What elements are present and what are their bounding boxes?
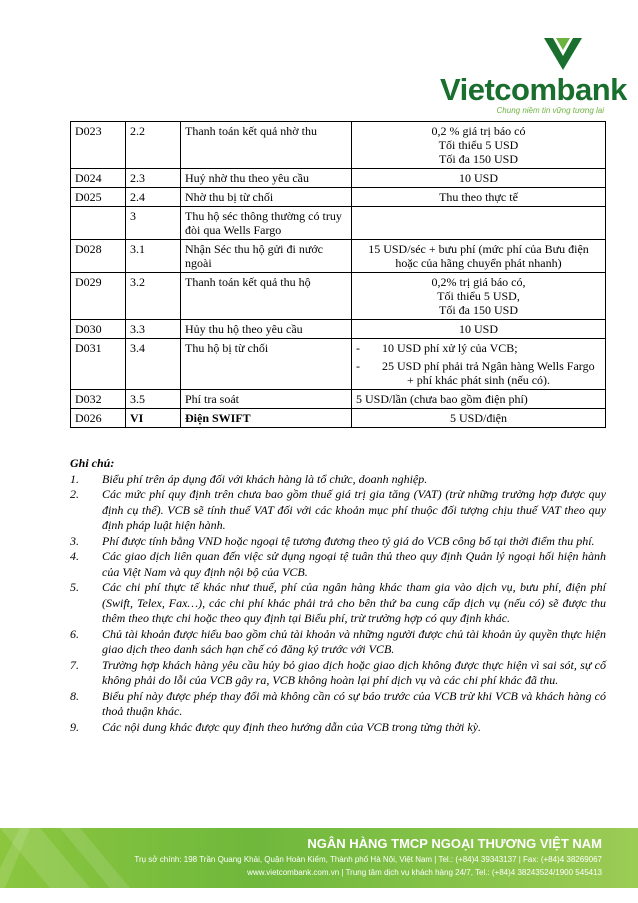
note-item <box>70 534 606 550</box>
fee-table <box>70 121 606 428</box>
fee-line: Thu theo thực tế <box>439 190 518 204</box>
notes-title: Ghi chú: <box>70 456 115 470</box>
note-number: 6. <box>70 626 79 641</box>
fee-line: 5 USD/lần (chưa bao gồm điện phí) <box>356 392 528 406</box>
fee-line: 0,2 % giá trị báo có <box>431 124 526 138</box>
note-item <box>70 689 606 720</box>
fee-amount <box>352 240 606 273</box>
item-number: 2.4 <box>126 188 181 207</box>
note-text: Trường hợp khách hàng yêu cầu hủy bỏ giao dịch hoặc giao dịch không được thực hiện vì sai sót, sự cố không phải do lỗi của VCB gây ra, VCB không hoàn lại phí dịch vụ và các chi phí khác đã thu. <box>102 657 606 687</box>
fee-amount <box>352 188 606 207</box>
note-text: Chủ tài khoản được hiểu bao gồm chủ tài khoản và những người được chủ tài khoản ủy quyền thực hiện giao dịch theo danh sách hạn chế có đăng ký trước với VCB. <box>102 626 606 656</box>
note-text: Các nội dung khác được quy định theo hướng dẫn của VCB trong từng thời kỳ. <box>102 719 482 734</box>
fee-amount <box>352 207 606 240</box>
table-row <box>71 207 606 240</box>
note-text: Biểu phí này được phép thay đổi mà không cần có sự báo trước của VCB trừ khi VCB và khách hàng có thoả thuận khác. <box>102 688 606 718</box>
note-number: 1. <box>70 471 79 486</box>
fee-line: Tối đa 150 USD <box>439 152 518 166</box>
service-name: Thu hộ séc thông thường có truy đòi qua Wells Fargo <box>181 207 352 240</box>
note-text: Phí được tính bằng VND hoặc ngoại tệ tương đương theo tỷ giá do VCB công bố tại thời điểm thu phí. <box>102 533 595 548</box>
note-item <box>70 487 606 534</box>
page-footer <box>0 828 638 888</box>
fee-amount <box>352 273 606 320</box>
fee-code: D026 <box>71 409 126 428</box>
service-name: Điện SWIFT <box>181 409 352 428</box>
item-number: 3.5 <box>126 390 181 409</box>
service-name: Phí tra soát <box>181 390 352 409</box>
note-number: 5. <box>70 580 79 594</box>
fee-line: Tối đa 150 USD <box>439 303 518 317</box>
footer-bank-name: NGÂN HÀNG TMCP NGOẠI THƯƠNG VIỆT NAM <box>307 836 602 851</box>
logo-wordmark: Vietcombank <box>440 72 627 107</box>
note-number: 3. <box>70 533 79 548</box>
fee-code: D025 <box>71 188 126 207</box>
fee-code: D031 <box>71 339 126 390</box>
note-text: Biểu phí trên áp dụng đối với khách hàng là tổ chức, doanh nghiệp. <box>102 471 428 486</box>
service-name: Thanh toán kết quả thu hộ <box>181 273 352 320</box>
vcb-logo-mark-icon <box>540 36 586 72</box>
fee-dash-line <box>356 341 601 355</box>
fee-amount <box>352 169 606 188</box>
fee-extra: + phí khác phát sinh (nếu có). <box>406 373 551 387</box>
logo-slogan: Chung niềm tin vững tương lai <box>496 106 604 115</box>
service-name: Thanh toán kết quả nhờ thu <box>181 122 352 169</box>
note-text: Các giao dịch liên quan đến việc sử dụng ngoại tệ tuân thủ theo quy định Quản lý ngoại hối hiện hành của Việt Nam và quy định nội bộ của VCB. <box>102 549 606 579</box>
fee-code: D023 <box>71 122 126 169</box>
note-number: 2. <box>70 487 79 501</box>
fee-dash-line <box>356 359 601 373</box>
note-number: 4. <box>70 549 79 563</box>
fee-line: Tối thiểu 5 USD, <box>437 289 520 303</box>
fee-line: 25 USD phí phải trả Ngân hàng Wells Fargo <box>382 359 595 373</box>
fee-amount <box>352 339 606 390</box>
fee-line: 10 USD <box>458 322 498 336</box>
item-number: 3.1 <box>126 240 181 273</box>
vietcombank-logo <box>440 36 627 116</box>
table-row <box>71 409 606 428</box>
dash-bullet: - <box>356 341 360 355</box>
fee-code: D030 <box>71 320 126 339</box>
fee-line: 0,2% trị giá báo có, <box>431 275 526 289</box>
note-item <box>70 580 606 627</box>
item-number: 3.2 <box>126 273 181 320</box>
fee-code: D024 <box>71 169 126 188</box>
dash-bullet: - <box>356 359 360 373</box>
note-item <box>70 627 606 658</box>
fee-code: D028 <box>71 240 126 273</box>
footer-address: Trụ sở chính: 198 Trần Quang Khải, Quận Hoàn Kiếm, Thành phố Hà Nội, Việt Nam | Tel.: (+84)4 39343137 | Fax: (+84)4 38269067 <box>134 855 602 864</box>
fee-amount <box>352 320 606 339</box>
note-item <box>70 472 606 488</box>
item-number: 3.3 <box>126 320 181 339</box>
note-number: 9. <box>70 719 79 734</box>
table-row <box>71 169 606 188</box>
item-number: VI <box>126 409 181 428</box>
item-number: 3.4 <box>126 339 181 390</box>
fee-line: 15 USD/séc + bưu phí (mức phí của Bưu điện hoặc của hãng chuyển phát nhanh) <box>368 242 589 270</box>
note-item <box>70 720 606 736</box>
fee-amount <box>352 122 606 169</box>
fee-code: D032 <box>71 390 126 409</box>
note-number: 7. <box>70 657 79 672</box>
table-row <box>71 122 606 169</box>
item-number: 2.2 <box>126 122 181 169</box>
service-name: Hủy thu hộ theo yêu cầu <box>181 320 352 339</box>
note-text: Các mức phí quy định trên chưa bao gồm thuế giá trị gia tăng (VAT) (trừ những trường hợp được quy định cụ thể). VCB sẽ tính thuế VAT đối với các khoản mục phí thuộc đối tượng chịu thuế VAT theo quy định pháp luật hiện hành. <box>102 487 606 532</box>
fee-line: 5 USD/điện <box>450 411 507 425</box>
footer-contact: www.vietcombank.com.vn | Trung tâm dịch vụ khách hàng 24/7, Tel.: (+84)4 38243524/1900 545413 <box>247 868 602 877</box>
item-number: 3 <box>126 207 181 240</box>
table-row <box>71 188 606 207</box>
service-name: Nhận Séc thu hộ gửi đi nước ngoài <box>181 240 352 273</box>
table-row <box>71 390 606 409</box>
fee-code <box>71 207 126 240</box>
service-name: Huỷ nhờ thu theo yêu cầu <box>181 169 352 188</box>
note-item <box>70 549 606 580</box>
service-name: Thu hộ bị từ chối <box>181 339 352 390</box>
note-text: Các chi phí thực tế khác như thuế, phí của ngân hàng khác tham gia vào dịch vụ, bưu phí, điện phí (Swift, Telex, Fax…), các chi phí khác phải trả cho bên thứ ba cung cấp dịch vụ (nếu có) sẽ được thu thêm theo thực chi hoặc theo quy định tại Biểu phí, trừ trường hợp có quy định khác. <box>102 580 606 625</box>
fee-line: Tối thiểu 5 USD <box>438 138 519 152</box>
fee-amount <box>352 390 606 409</box>
fee-line: 10 USD <box>458 171 498 185</box>
item-number: 2.3 <box>126 169 181 188</box>
table-row <box>71 273 606 320</box>
service-name: Nhờ thu bị từ chối <box>181 188 352 207</box>
table-row <box>71 339 606 390</box>
fee-code: D029 <box>71 273 126 320</box>
notes-section <box>70 456 606 735</box>
table-row <box>71 320 606 339</box>
table-row <box>71 240 606 273</box>
fee-amount <box>352 409 606 428</box>
fee-line: 10 USD phí xử lý của VCB; <box>382 341 518 355</box>
note-item <box>70 658 606 689</box>
note-number: 8. <box>70 688 79 703</box>
